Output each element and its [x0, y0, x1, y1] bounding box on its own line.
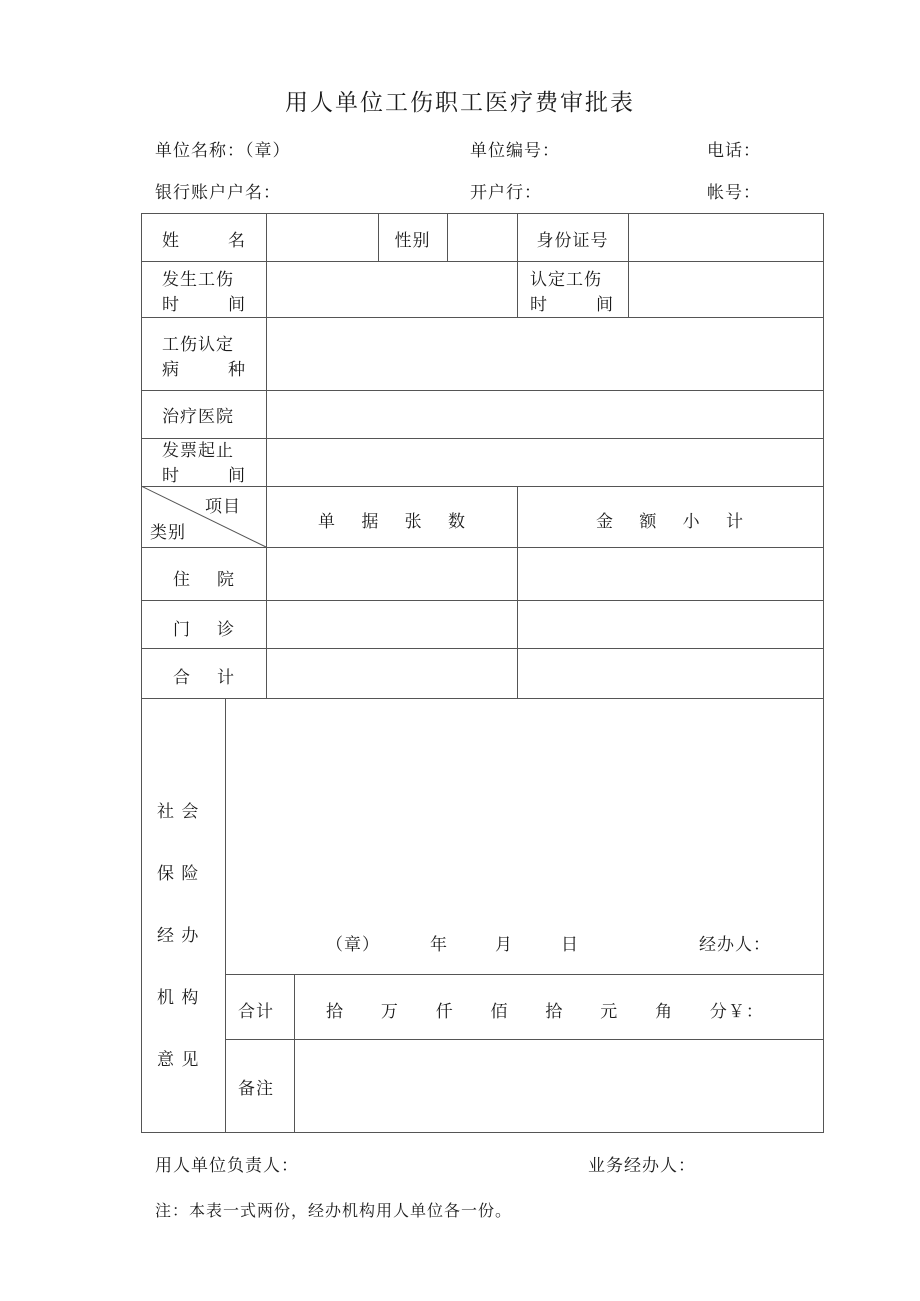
bank-label: 开户行： — [470, 183, 542, 203]
disease-type-label: 工伤认定 病 种 — [162, 335, 246, 380]
amount-total-label: 合计 — [238, 1002, 274, 1022]
gender-label: 性别 — [394, 231, 431, 251]
name-label: 姓 名 — [162, 231, 246, 251]
id-number-label: 身份证号 — [536, 231, 609, 251]
remark-label: 备注 — [238, 1079, 274, 1099]
month-label: 月 — [495, 935, 513, 955]
bank-account-name-label: 银行账户户名： — [155, 183, 281, 203]
confirm-time-label: 认定工伤 时 间 — [530, 270, 614, 315]
outpatient-row-label: 门 诊 — [173, 620, 235, 640]
stamp-label: （章） — [326, 935, 380, 955]
item-header-label: 项目 — [205, 497, 241, 517]
unit-code-label: 单位编号： — [470, 141, 560, 161]
count-column-header: 单 据 张 数 — [318, 512, 466, 532]
responsible-person-label: 用人单位负责人： — [155, 1156, 299, 1176]
invoice-period-label: 发票起止 时 间 — [162, 441, 246, 486]
year-label: 年 — [430, 935, 448, 955]
category-header-label: 类别 — [150, 523, 186, 543]
hospital-label: 治疗医院 — [162, 407, 234, 427]
total-row-label: 合 计 — [173, 668, 235, 688]
account-no-label: 帐号： — [707, 183, 761, 203]
phone-label: 电话： — [707, 141, 761, 161]
amount-column-header: 金 额 小 计 — [596, 512, 744, 532]
unit-name-label: 单位名称：（章） — [155, 141, 291, 161]
amount-units: 拾 万 仟 佰 拾 元 角 分￥： — [326, 1002, 764, 1022]
day-label: 日 — [561, 935, 579, 955]
handler-label: 经办人： — [699, 935, 771, 955]
inpatient-row-label: 住 院 — [173, 570, 235, 590]
agency-opinion-label: 社 会 保 险 经 办 机 构 意 见 — [157, 802, 200, 1070]
injury-time-label: 发生工伤 时 间 — [162, 270, 246, 315]
page-title: 用人单位工伤职工医疗费审批表 — [285, 90, 635, 116]
business-handler-label: 业务经办人： — [588, 1156, 696, 1176]
footnote: 注：本表一式两份，经办机构用人单位各一份。 — [155, 1201, 513, 1220]
